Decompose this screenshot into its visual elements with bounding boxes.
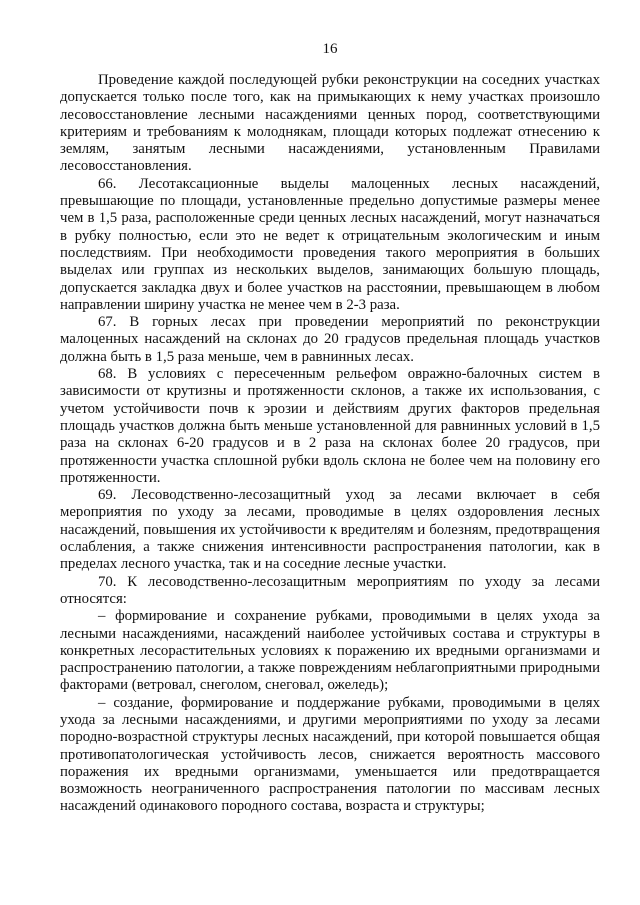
document-body: [60, 72, 600, 816]
list-item-formation: – формирование и сохранение рубками, проводимыми в целях ухода за лесными насаждениями, насаждений наиболее устойчивых состава и структуры в конкретных лесорастительных условиях к поражению их вредными организмами и распространению патологии, а также повреждениям неблагоприятными природными факторами (ветровал, снеголом, снеговал, ожеледь);: [60, 608, 600, 694]
paragraph-67: 67. В горных лесах при проведении мероприятий по реконструкции малоценных насаждений на склонах до 20 градусов предельная площадь участков должна быть в 1,5 раза меньше, чем в равнинных лесах.: [60, 314, 600, 365]
list-item-creation: – создание, формирование и поддержание рубками, проводимыми в целях ухода за лесными насаждениями, и другими мероприятиями по уходу за лесами породно-возрастной структуры лесных насаждений, при которой повышается общая противопатологическая устойчивость лесов, снижается вероятность массового поражения их вредными организмами, уменьшается или предотвращается возможность неограниченного распространения патологии по массивам лесных насаждений одинакового породного состава, возраста и структуры;: [60, 694, 600, 815]
page-number: 16: [322, 41, 338, 57]
paragraph-68: 68. В условиях с пересеченным рельефом овражно-балочных систем в зависимости от крутизны и протяженности склонов, а также их использования, с учетом устойчивости почв к эрозии и действиям других факторов предельная площадь участков должна быть меньше установленной для равнинных условий в 1,5 раза на склонах 6-20 градусов и в 2 раза на склонах более 20 градусов, при протяженности участка сплошной рубки вдоль склона не более чем на половину его протяженности.: [60, 366, 600, 486]
paragraph-66: 66. Лесотаксационные выделы малоценных лесных насаждений, превышающие по площади, установленные предельно допустимые размеры менее чем в 1,5 раза, расположенные среди ценных лесных насаждений, могут назначаться в рубку полностью, если это не ведет к отрицательным экологическим и иным последствиям. При необходимости проведения такого мероприятия в больших выделах или группах из нескольких выделов, занимающих большую площадь, допускается закладка двух и более участков на расстоянии, превышающем в любом направлении ширину участка не менее чем в 2-3 раза.: [60, 175, 600, 313]
paragraph-69: 69. Лесоводственно-лесозащитный уход за лесами включает в себя мероприятия по уходу за лесами, проводимые в целях оздоровления лесных насаждений, повышения их устойчивости к вредителям и болезням, предотвращения ослабления, а также снижения интенсивности распространения патологии, как в пределах лесного участка, так и на соседние лесные участки.: [60, 487, 600, 573]
paragraph-70: 70. К лесоводственно-лесозащитным мероприятиям по уходу за лесами относятся:: [60, 573, 600, 607]
paragraph-reconstruction-followup: Проведение каждой последующей рубки реконструкции на соседних участках допускается только после того, как на примыкающих к нему участках произошло лесовосстановление лесными насаждениями ценных пород, соответствующими критериям и требованиям к молоднякам, площади которых подлежат отнесению к землям, занятым лесными насаждениями, установленным Правилами лесовосстановления.: [60, 72, 600, 175]
